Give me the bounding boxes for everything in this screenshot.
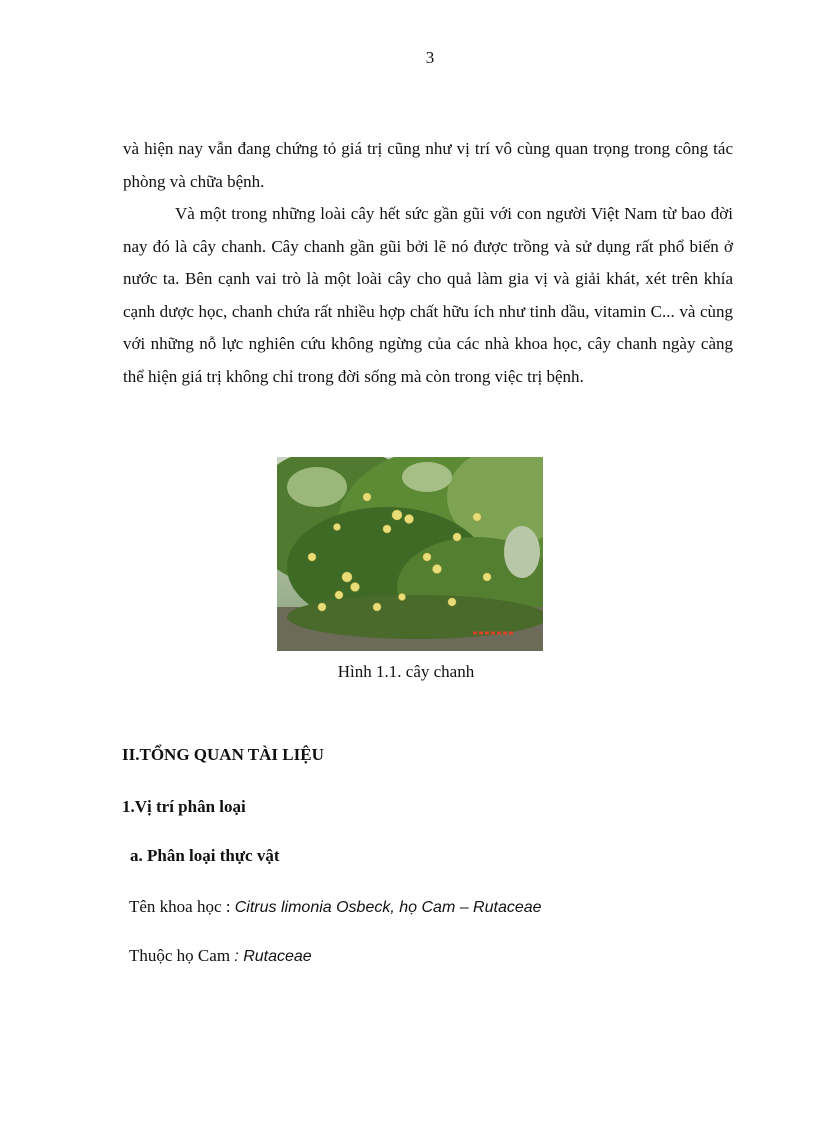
family-value: : Rutaceae — [234, 948, 312, 965]
lemon-tree-illustration — [277, 457, 543, 651]
subsection-heading: 1.Vị trí phân loại — [122, 797, 246, 816]
section-heading: II.TỔNG QUAN TÀI LIỆU — [122, 745, 324, 764]
family-line — [129, 946, 312, 966]
figure-caption: Hình 1.1. cây chanh — [337, 662, 475, 681]
lemon-tree-photo — [277, 457, 543, 651]
subsubsection-heading: a. Phân loại thực vật — [130, 846, 280, 865]
scientific-name-line — [129, 897, 542, 917]
body-text — [123, 133, 733, 393]
paragraph-continued: và hiện nay vẫn đang chứng tỏ giá trị cũng như vị trí vô cùng quan trọng trong công tác phòng và chữa bệnh. — [123, 139, 733, 191]
page-number: 3 — [425, 48, 435, 67]
paragraph-lemon-intro: Và một trong những loài cây hết sức gần gũi với con người Việt Nam từ bao đời nay đó là cây chanh. Cây chanh gần gũi bởi lẽ nó được trồng và sử dụng rất phổ biến ở nước ta. Bên cạnh vai trò là một loài cây cho quả làm gia vị và giải khát, xét trên khía cạnh dược học, chanh chứa rất nhiều hợp chất hữu ích như tinh dầu, vitamin C... và cùng với những nỗ lực nghiên cứu không ngừng của các nhà khoa học, cây chanh ngày càng thể hiện giá trị không chỉ trong đời sống mà còn trong việc trị bệnh. — [123, 204, 733, 386]
family-label: Thuộc họ Cam — [129, 946, 235, 965]
scientific-name-value: Citrus limonia Osbeck, họ Cam – Rutaceae — [234, 899, 542, 916]
scientific-name-label: Tên khoa học : — [129, 897, 235, 916]
